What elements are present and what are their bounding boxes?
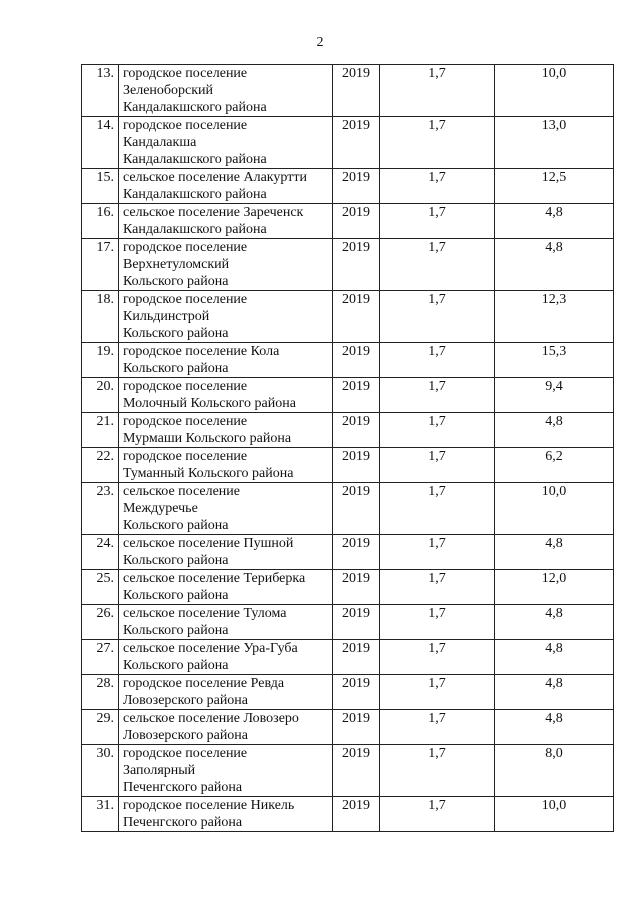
- settlement-name: [119, 640, 333, 675]
- settlement-name-line: Кандалакшского района: [123, 100, 267, 115]
- rate-cell: 1,7: [380, 745, 495, 797]
- settlement-name: [119, 797, 333, 832]
- settlement-name-line: Зеленоборский: [123, 83, 214, 98]
- settlement-name-line: Кандалакшского района: [123, 222, 267, 237]
- settlement-name-line: Кильдинстрой: [123, 309, 210, 324]
- settlement-name: [119, 291, 333, 343]
- rate-cell: 1,7: [380, 605, 495, 640]
- row-number: 18.: [82, 291, 119, 343]
- settlements-table: [81, 64, 614, 832]
- rate-cell: 1,7: [380, 710, 495, 745]
- row-number: 19.: [82, 343, 119, 378]
- year-cell: 2019: [333, 570, 380, 605]
- settlement-name-line: городское поселение Кола: [123, 344, 280, 359]
- value-cell: 4,8: [495, 204, 614, 239]
- year-cell: 2019: [333, 204, 380, 239]
- settlement-name-line: городское поселение: [123, 746, 248, 761]
- year-cell: 2019: [333, 343, 380, 378]
- settlement-name: [119, 535, 333, 570]
- settlement-name-line: Кандалакша: [123, 135, 197, 150]
- table-row: [82, 745, 614, 797]
- value-cell: 10,0: [495, 483, 614, 535]
- row-number: 20.: [82, 378, 119, 413]
- row-number: 22.: [82, 448, 119, 483]
- settlement-name-line: Кольского района: [123, 361, 229, 376]
- row-number: 31.: [82, 797, 119, 832]
- table-row: [82, 291, 614, 343]
- row-number: 21.: [82, 413, 119, 448]
- value-cell: 10,0: [495, 797, 614, 832]
- settlement-name-line: городское поселение: [123, 379, 248, 394]
- table-row: [82, 535, 614, 570]
- rate-cell: 1,7: [380, 65, 495, 117]
- year-cell: 2019: [333, 239, 380, 291]
- table-body: [82, 65, 614, 832]
- row-number: 17.: [82, 239, 119, 291]
- rate-cell: 1,7: [380, 117, 495, 169]
- settlement-name-line: Кандалакшского района: [123, 187, 267, 202]
- settlement-name: [119, 413, 333, 448]
- settlement-name-line: сельское поселение: [123, 484, 240, 499]
- settlement-name-line: Кольского района: [123, 274, 229, 289]
- table-row: [82, 169, 614, 204]
- value-cell: 4,8: [495, 640, 614, 675]
- rate-cell: 1,7: [380, 640, 495, 675]
- settlement-name-line: Кольского района: [123, 553, 229, 568]
- table-row: [82, 710, 614, 745]
- rate-cell: 1,7: [380, 343, 495, 378]
- table-row: [82, 117, 614, 169]
- page-number: 2: [316, 35, 324, 50]
- settlement-name: [119, 605, 333, 640]
- row-number: 16.: [82, 204, 119, 239]
- year-cell: 2019: [333, 448, 380, 483]
- rate-cell: 1,7: [380, 675, 495, 710]
- settlement-name-line: сельское поселение Алакуртти: [123, 170, 307, 185]
- table-row: [82, 570, 614, 605]
- year-cell: 2019: [333, 535, 380, 570]
- row-number: 27.: [82, 640, 119, 675]
- settlement-name: [119, 378, 333, 413]
- year-cell: 2019: [333, 483, 380, 535]
- year-cell: 2019: [333, 378, 380, 413]
- settlement-name-line: Междуречье: [123, 501, 198, 516]
- settlement-name: [119, 710, 333, 745]
- settlement-name: [119, 117, 333, 169]
- table-row: [82, 65, 614, 117]
- settlement-name-line: Печенгского района: [123, 780, 243, 795]
- year-cell: 2019: [333, 65, 380, 117]
- row-number: 14.: [82, 117, 119, 169]
- row-number: 25.: [82, 570, 119, 605]
- settlement-name-line: городское поселение Ревда: [123, 676, 285, 691]
- year-cell: 2019: [333, 169, 380, 204]
- settlement-name-line: городское поселение: [123, 449, 248, 464]
- row-number: 24.: [82, 535, 119, 570]
- table-row: [82, 378, 614, 413]
- settlement-name: [119, 570, 333, 605]
- row-number: 15.: [82, 169, 119, 204]
- settlement-name-line: городское поселение: [123, 240, 248, 255]
- value-cell: 6,2: [495, 448, 614, 483]
- value-cell: 4,8: [495, 535, 614, 570]
- row-number: 26.: [82, 605, 119, 640]
- value-cell: 8,0: [495, 745, 614, 797]
- settlement-name-line: городское поселение: [123, 118, 248, 133]
- row-number: 13.: [82, 65, 119, 117]
- settlement-name-line: Мурмаши Кольского района: [123, 431, 292, 446]
- table-row: [82, 343, 614, 378]
- value-cell: 12,5: [495, 169, 614, 204]
- settlement-name-line: Кольского района: [123, 518, 229, 533]
- row-number: 28.: [82, 675, 119, 710]
- settlement-name: [119, 343, 333, 378]
- settlement-name-line: Кандалакшского района: [123, 152, 267, 167]
- settlement-name-line: Заполярный: [123, 763, 196, 778]
- year-cell: 2019: [333, 745, 380, 797]
- settlement-name: [119, 239, 333, 291]
- rate-cell: 1,7: [380, 535, 495, 570]
- row-number: 30.: [82, 745, 119, 797]
- settlement-name-line: сельское поселение Ура-Губа: [123, 641, 298, 656]
- settlement-name-line: городское поселение Никель: [123, 798, 295, 813]
- rate-cell: 1,7: [380, 413, 495, 448]
- value-cell: 10,0: [495, 65, 614, 117]
- table-row: [82, 605, 614, 640]
- settlement-name-line: городское поселение: [123, 414, 248, 429]
- settlement-name: [119, 483, 333, 535]
- year-cell: 2019: [333, 413, 380, 448]
- settlement-name-line: Кольского района: [123, 326, 229, 341]
- settlement-name: [119, 65, 333, 117]
- settlement-name: [119, 169, 333, 204]
- settlement-name-line: сельское поселение Ловозеро: [123, 711, 299, 726]
- settlement-name: [119, 675, 333, 710]
- settlement-name-line: Ловозерского района: [123, 728, 249, 743]
- year-cell: 2019: [333, 797, 380, 832]
- settlement-name: [119, 745, 333, 797]
- value-cell: 15,3: [495, 343, 614, 378]
- value-cell: 4,8: [495, 413, 614, 448]
- settlement-name: [119, 204, 333, 239]
- rate-cell: 1,7: [380, 204, 495, 239]
- settlement-name-line: Верхнетуломский: [123, 257, 230, 272]
- value-cell: 12,3: [495, 291, 614, 343]
- settlement-name-line: сельское поселение Териберка: [123, 571, 306, 586]
- table-row: [82, 675, 614, 710]
- rate-cell: 1,7: [380, 570, 495, 605]
- value-cell: 4,8: [495, 675, 614, 710]
- row-number: 23.: [82, 483, 119, 535]
- year-cell: 2019: [333, 605, 380, 640]
- settlement-name-line: городское поселение: [123, 292, 248, 307]
- settlement-name-line: Печенгского района: [123, 815, 243, 830]
- rate-cell: 1,7: [380, 291, 495, 343]
- table-row: [82, 448, 614, 483]
- value-cell: 4,8: [495, 239, 614, 291]
- settlement-name-line: сельское поселение Пушной: [123, 536, 294, 551]
- year-cell: 2019: [333, 640, 380, 675]
- value-cell: 4,8: [495, 710, 614, 745]
- settlement-name-line: Туманный Кольского района: [123, 466, 294, 481]
- table-row: [82, 239, 614, 291]
- rate-cell: 1,7: [380, 378, 495, 413]
- value-cell: 4,8: [495, 605, 614, 640]
- rate-cell: 1,7: [380, 448, 495, 483]
- rate-cell: 1,7: [380, 169, 495, 204]
- table-row: [82, 483, 614, 535]
- table-row: [82, 797, 614, 832]
- settlement-name-line: Кольского района: [123, 658, 229, 673]
- year-cell: 2019: [333, 117, 380, 169]
- rate-cell: 1,7: [380, 797, 495, 832]
- row-number: 29.: [82, 710, 119, 745]
- rate-cell: 1,7: [380, 483, 495, 535]
- settlement-name-line: Кольского района: [123, 623, 229, 638]
- settlement-name: [119, 448, 333, 483]
- table-row: [82, 640, 614, 675]
- year-cell: 2019: [333, 291, 380, 343]
- year-cell: 2019: [333, 675, 380, 710]
- table-row: [82, 413, 614, 448]
- year-cell: 2019: [333, 710, 380, 745]
- table-row: [82, 204, 614, 239]
- value-cell: 12,0: [495, 570, 614, 605]
- value-cell: 9,4: [495, 378, 614, 413]
- settlement-name-line: Молочный Кольского района: [123, 396, 296, 411]
- settlement-name-line: сельское поселение Зареченск: [123, 205, 304, 220]
- settlement-name-line: городское поселение: [123, 66, 248, 81]
- settlement-name-line: сельское поселение Тулома: [123, 606, 287, 621]
- value-cell: 13,0: [495, 117, 614, 169]
- rate-cell: 1,7: [380, 239, 495, 291]
- settlement-name-line: Ловозерского района: [123, 693, 249, 708]
- settlement-name-line: Кольского района: [123, 588, 229, 603]
